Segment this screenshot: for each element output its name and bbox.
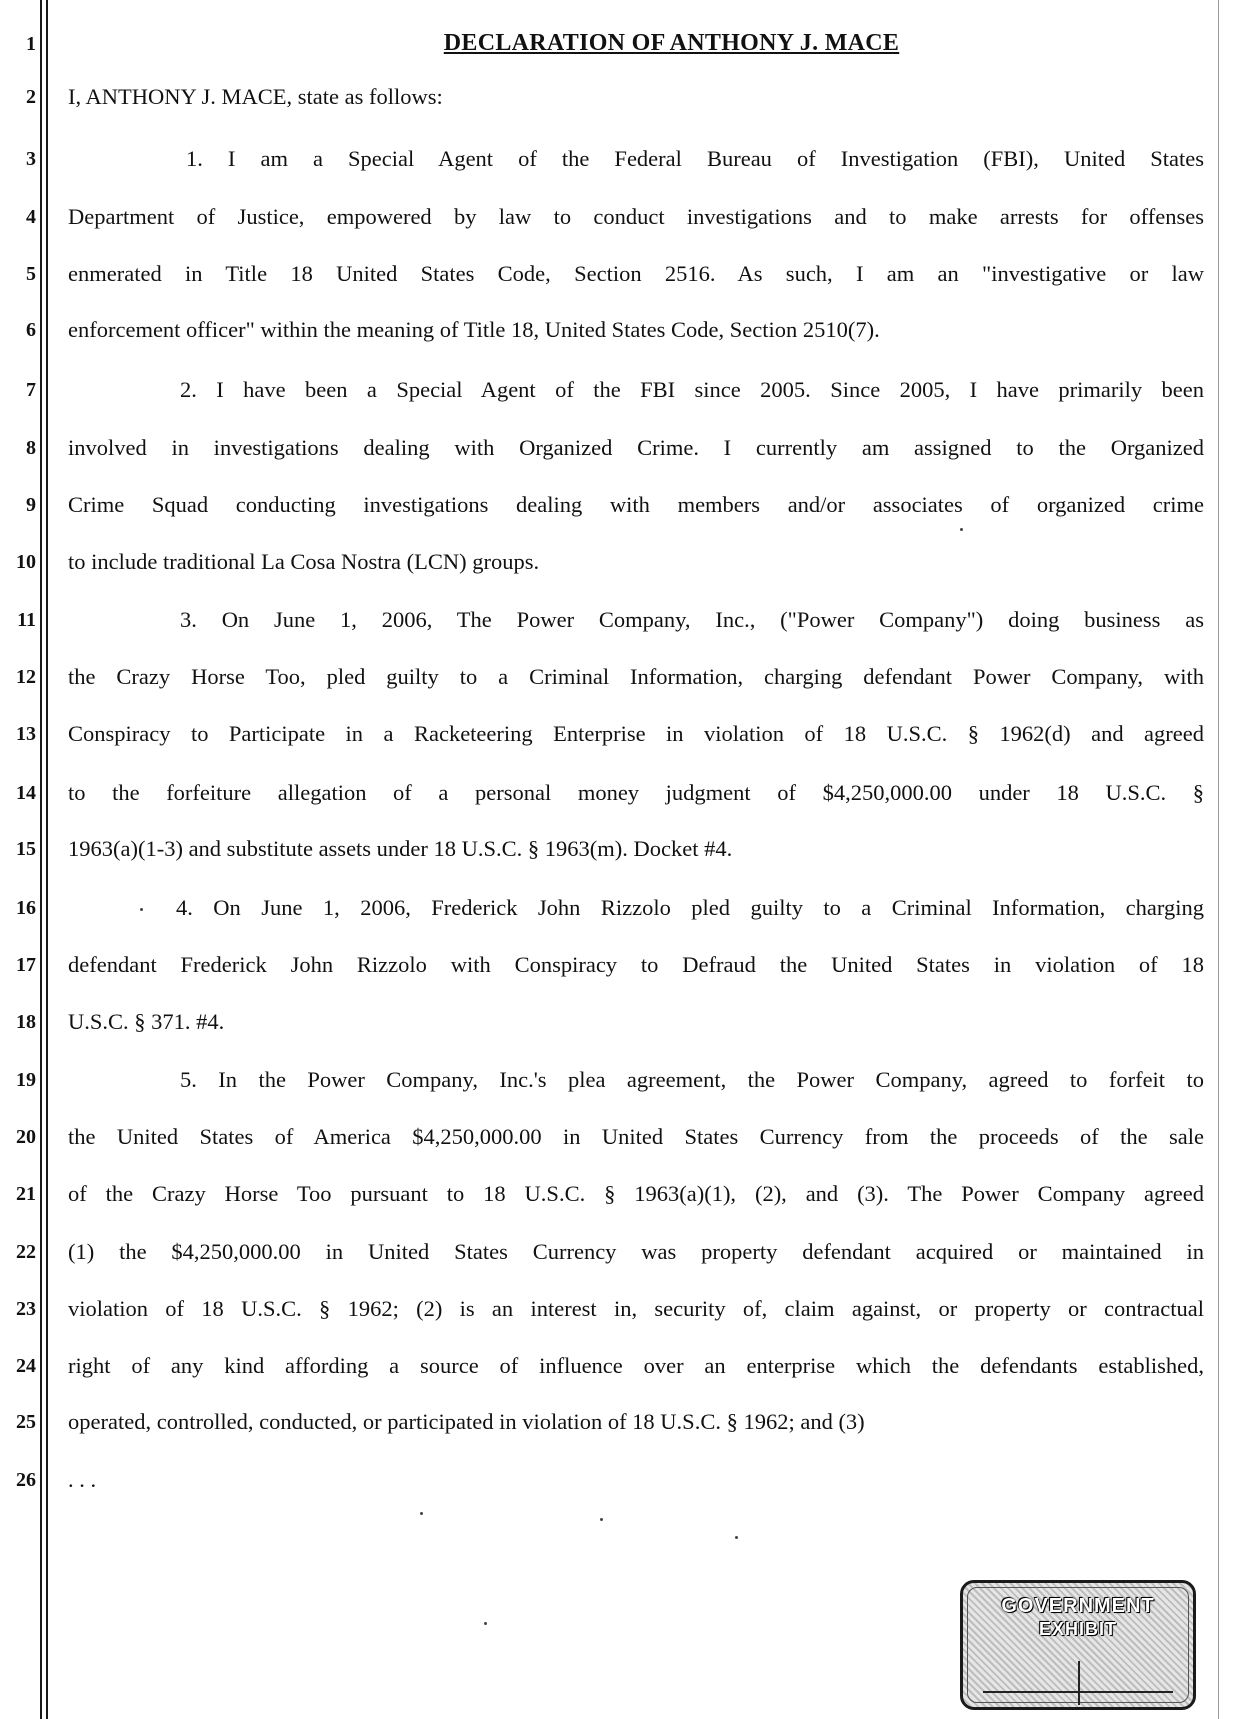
line-number: 7 [26,379,36,401]
line-number: 6 [26,319,36,341]
declaration-intro: I, ANTHONY J. MACE, state as follows: [68,84,443,109]
line-number: 8 [26,437,36,459]
line-number: 19 [16,1069,36,1091]
paragraph-4-line: defendant Frederick John Rizzolo with Conspiracy to Defraud the United States in violation of 18 [68,952,1204,977]
paragraph-1-line: Department of Justice, empowered by law to conduct investigations and to make arrests for offenses [68,204,1204,229]
line-number: 26 [16,1469,36,1491]
paragraph-1-line: enmerated in Title 18 United States Code, Section 2516. As such, I am an "investigative or law [68,261,1204,286]
paragraph-5-line: right of any kind affording a source of influence over an enterprise which the defendants established, [68,1353,1204,1378]
paragraph-1-line: enforcement officer" within the meaning of Title 18, United States Code, Section 2510(7). [68,317,880,342]
scan-speck [484,1622,487,1625]
paragraph-5-line: operated, controlled, conducted, or participated in violation of 18 U.S.C. § 1962; and (3) [68,1409,865,1434]
paragraph-4-line: U.S.C. § 371. #4. [68,1009,225,1034]
right-margin-rule [1218,0,1219,1719]
line-number: 24 [16,1355,36,1377]
scan-speck [140,908,143,911]
line-number: 11 [17,609,36,631]
paragraph-3-line: to the forfeiture allegation of a personal money judgment of $4,250,000.00 under 18 U.S.C. § [68,780,1204,805]
line-number: 18 [16,1011,36,1033]
government-exhibit-stamp [960,1580,1196,1710]
scan-speck [600,1518,603,1521]
paragraph-3-line: 3. On June 1, 2006, The Power Company, Inc., ("Power Company") doing business as [180,607,1204,632]
paragraph-5-line: the United States of America $4,250,000.00 in United States Currency from the proceeds of the sale [68,1124,1204,1149]
paragraph-5-line: violation of 18 U.S.C. § 1962; (2) is an interest in, security of, claim against, or property or contractual [68,1296,1204,1321]
paragraph-2-line: to include traditional La Cosa Nostra (LCN) groups. [68,549,540,574]
scan-speck [960,528,963,531]
paragraph-5-line: (1) the $4,250,000.00 in United States Currency was property defendant acquired or maintained in [68,1239,1204,1264]
paragraph-2-line: involved in investigations dealing with Organized Crime. I currently am assigned to the Organized [68,435,1204,460]
paragraph-1-line: 1. I am a Special Agent of the Federal Bureau of Investigation (FBI), United States [186,146,1204,171]
line-number: 9 [26,494,36,516]
left-margin-rule-inner [46,0,48,1719]
stamp-subtitle: EXHIBIT [1038,1619,1117,1639]
line-number: 13 [16,723,36,745]
line-number: 3 [26,148,36,170]
document-title: DECLARATION OF ANTHONY J. MACE [443,30,900,56]
paragraph-3-line: 1963(a)(1-3) and substitute assets under 18 U.S.C. § 1963(m). Docket #4. [68,836,733,861]
line-number: 20 [16,1126,36,1148]
line-number: 16 [16,897,36,919]
line-number: 14 [16,782,36,804]
line-number: 25 [16,1411,36,1433]
stamp-title: GOVERNMENT [1001,1595,1155,1617]
paragraph-3-line: Conspiracy to Participate in a Racketeering Enterprise in violation of 18 U.S.C. § 1962(d) and agreed [68,721,1204,746]
line-number: 21 [16,1183,36,1205]
scan-speck [735,1536,738,1539]
line-number: 4 [26,206,36,228]
paragraph-2-line: Crime Squad conducting investigations dealing with members and/or associates of organized crime [68,492,1204,517]
line-number: 5 [26,263,36,285]
left-margin-rule [40,0,42,1719]
line-number: 15 [16,838,36,860]
line-number: 2 [26,86,36,108]
paragraph-5-line: of the Crazy Horse Too pursuant to 18 U.S.C. § 1963(a)(1), (2), and (3). The Power Company agreed [68,1181,1204,1206]
paragraph-4-line: 4. On June 1, 2006, Frederick John Rizzolo pled guilty to a Criminal Information, charging [176,895,1204,920]
stamp-number-line [983,1691,1173,1693]
continuation-ellipsis: . . . [68,1467,97,1492]
line-number: 10 [16,551,36,573]
line-number: 22 [16,1241,36,1263]
paragraph-3-line: the Crazy Horse Too, pled guilty to a Criminal Information, charging defendant Power Company, with [68,664,1204,689]
line-number: 17 [16,954,36,976]
line-number: 12 [16,666,36,688]
paragraph-2-line: 2. I have been a Special Agent of the FBI since 2005. Since 2005, I have primarily been [180,377,1204,402]
line-number: 23 [16,1298,36,1320]
paragraph-5-line: 5. In the Power Company, Inc.'s plea agreement, the Power Company, agreed to forfeit to [180,1067,1204,1092]
stamp-number-mark [1078,1661,1080,1705]
line-number: 1 [26,33,36,55]
scan-speck [420,1512,423,1515]
